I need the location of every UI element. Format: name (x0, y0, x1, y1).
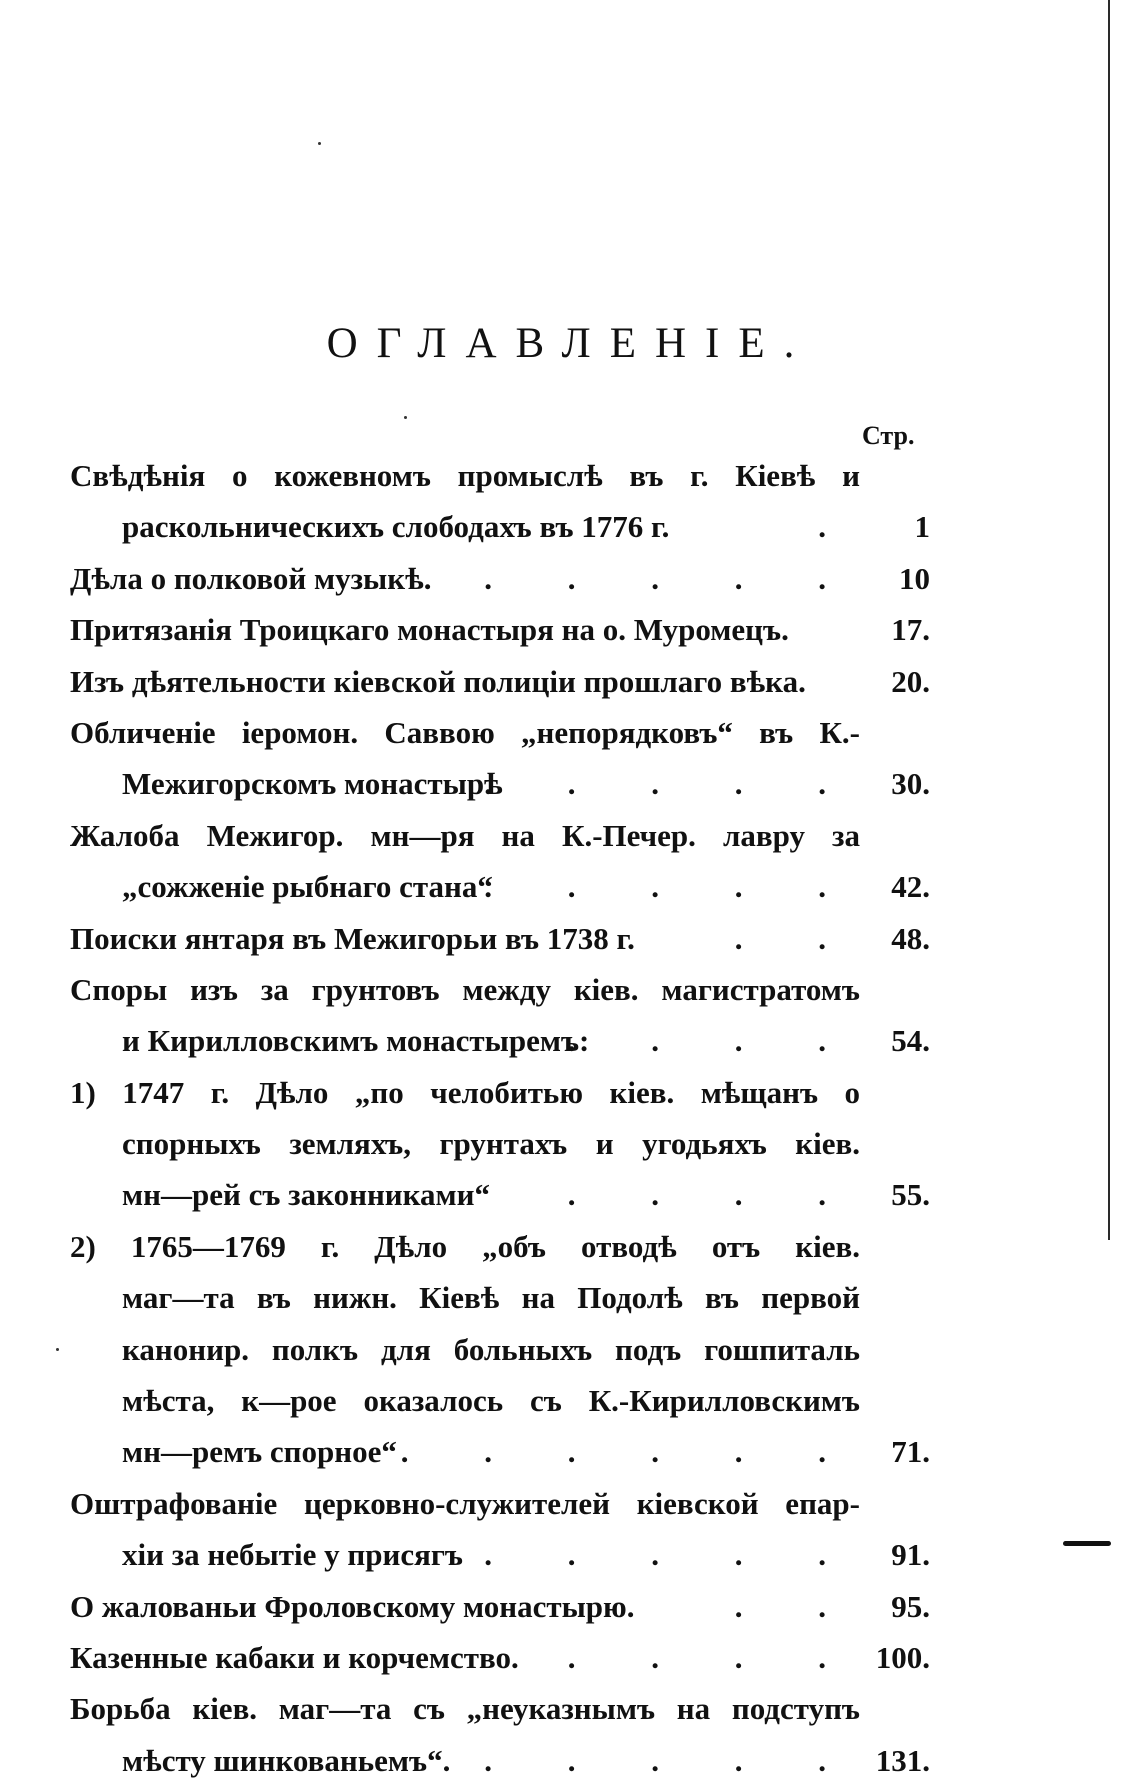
toc-entry-text: Жалоба Межигор. мн—ря на К.-Печер. лавру за (70, 817, 860, 853)
toc-entry-text: Споры изъ за грунтовъ между кіев. магистратомъ (70, 971, 860, 1007)
toc-entry-text: мн—рей съ законниками“ (122, 1177, 491, 1213)
leader-dots: . . (734, 1588, 860, 1624)
toc-line (70, 1581, 930, 1632)
table-of-contents (70, 450, 930, 1786)
toc-entry-text: 2) 1765—1769 г. Дѣло „объ отводѣ отъ кіев. (70, 1228, 860, 1264)
toc-entry-text: Притязанія Троицкаго монастыря на о. Муромецъ. (70, 612, 789, 648)
toc-line (70, 913, 930, 964)
leader-dots: . . (734, 920, 860, 956)
leader-dots: . . . . (567, 1177, 860, 1213)
toc-entry-text: Казенные кабаки и корчемство. (70, 1639, 519, 1675)
toc-line (70, 758, 930, 809)
toc-entry-text: раскольническихъ слободахъ въ 1776 г. (122, 509, 670, 545)
toc-line (70, 707, 930, 758)
print-speck (318, 142, 321, 145)
leader-dots: . (818, 509, 860, 545)
toc-line (70, 1221, 930, 1272)
toc-line (70, 553, 930, 604)
margin-mark (1063, 1541, 1111, 1546)
toc-line (70, 1324, 930, 1375)
toc-line (70, 656, 930, 707)
toc-entry-text: Борьба кіев. маг—та съ „неуказнымъ на подступъ (70, 1691, 860, 1727)
toc-entry-text: Поиски янтаря въ Межигорьи въ 1738 г. (70, 920, 635, 956)
toc-line (70, 1169, 930, 1220)
toc-entry-text: Изъ дѣятельности кіевской полиціи прошлаго вѣка. (70, 663, 806, 699)
toc-entry-text: хіи за небытіе у присягъ (122, 1537, 463, 1573)
toc-line (70, 1632, 930, 1683)
toc-entry-text: канонир. полкъ для больныхъ подъ гошпиталь (122, 1331, 860, 1367)
toc-line (70, 501, 930, 552)
leader-dots: . . . . . (484, 1742, 860, 1778)
page-title: ОГЛАВЛЕНІЕ. (326, 319, 814, 367)
toc-entry-text: мѣсту шинкованьемъ“. (122, 1742, 451, 1778)
toc-entry-text: „сожженіе рыбнаго стана“ (122, 869, 493, 905)
toc-entry-text: 1) 1747 г. Дѣло „по челобитью кіев. мѣщанъ о (70, 1074, 860, 1110)
page-number: 48. (891, 920, 930, 956)
toc-line (70, 1067, 930, 1118)
toc-line (70, 1478, 930, 1529)
page-number: 1 (914, 509, 930, 545)
page-number: 55. (891, 1177, 930, 1213)
leader-dots: . . . . . (484, 869, 860, 905)
toc-entry-text: Обличеніе іеромон. Саввою „непорядковъ“ въ К.- (70, 714, 860, 750)
toc-line (70, 1683, 930, 1734)
leader-dots: . . . . . . (400, 1434, 860, 1470)
toc-entry-text: спорныхъ земляхъ, грунтахъ и угодьяхъ кіев. (122, 1126, 860, 1162)
toc-line (70, 1735, 930, 1786)
print-speck (404, 416, 407, 419)
page-number: 131. (875, 1742, 930, 1778)
toc-entry-text: и Кирилловскимъ монастыремъ: (122, 1023, 590, 1059)
toc-line (70, 1118, 930, 1169)
toc-line (70, 1015, 930, 1066)
toc-line (70, 604, 930, 655)
page-edge-line (1108, 0, 1110, 1240)
toc-line (70, 450, 930, 501)
toc-entry-text: маг—та въ нижн. Кіевѣ на Подолѣ въ первой (122, 1280, 860, 1316)
leader-dots: . . . . . (484, 1537, 860, 1573)
leader-dots: . . . . (567, 1639, 860, 1675)
page-number: 71. (891, 1434, 930, 1470)
toc-entry-text: мѣста, к—рое оказалось съ К.-Кирилловскимъ (122, 1383, 860, 1419)
toc-entry-text: Свѣдѣнія о кожевномъ промыслѣ въ г. Кіевѣ и (70, 458, 860, 493)
leader-dots: . . . . . (484, 560, 860, 596)
toc-line (70, 1426, 930, 1477)
page-number: 20. (891, 663, 930, 699)
toc-line (70, 964, 930, 1015)
page-number: 95. (891, 1588, 930, 1624)
toc-entry-text: Дѣла о полковой музыкѣ. (70, 560, 432, 596)
toc-line (70, 1529, 930, 1580)
page-number: 30. (891, 766, 930, 802)
page-number: 54. (891, 1023, 930, 1059)
leader-dots: . . . . (567, 1023, 860, 1059)
toc-line (70, 861, 930, 912)
toc-line (70, 1272, 930, 1323)
page-number: 17. (891, 612, 930, 648)
page-number: 100. (875, 1639, 930, 1675)
toc-entry-text: мн—ремъ спорное“ (122, 1434, 397, 1470)
page-number: 42. (891, 869, 930, 905)
page-column-header: Стр. (862, 421, 915, 450)
page-number: 10 (899, 560, 930, 596)
toc-line (70, 810, 930, 861)
toc-entry-text: О жалованьи Фроловскому монастырю. (70, 1588, 635, 1624)
leader-dots: . . . . . (484, 766, 860, 802)
toc-entry-text: Межигорскомъ монастырѣ (122, 766, 503, 802)
toc-line (70, 1375, 930, 1426)
toc-entry-text: Оштрафованіе церковно-служителей кіевской епар- (70, 1485, 860, 1521)
page-number: 91. (891, 1537, 930, 1573)
print-speck (56, 1348, 59, 1351)
